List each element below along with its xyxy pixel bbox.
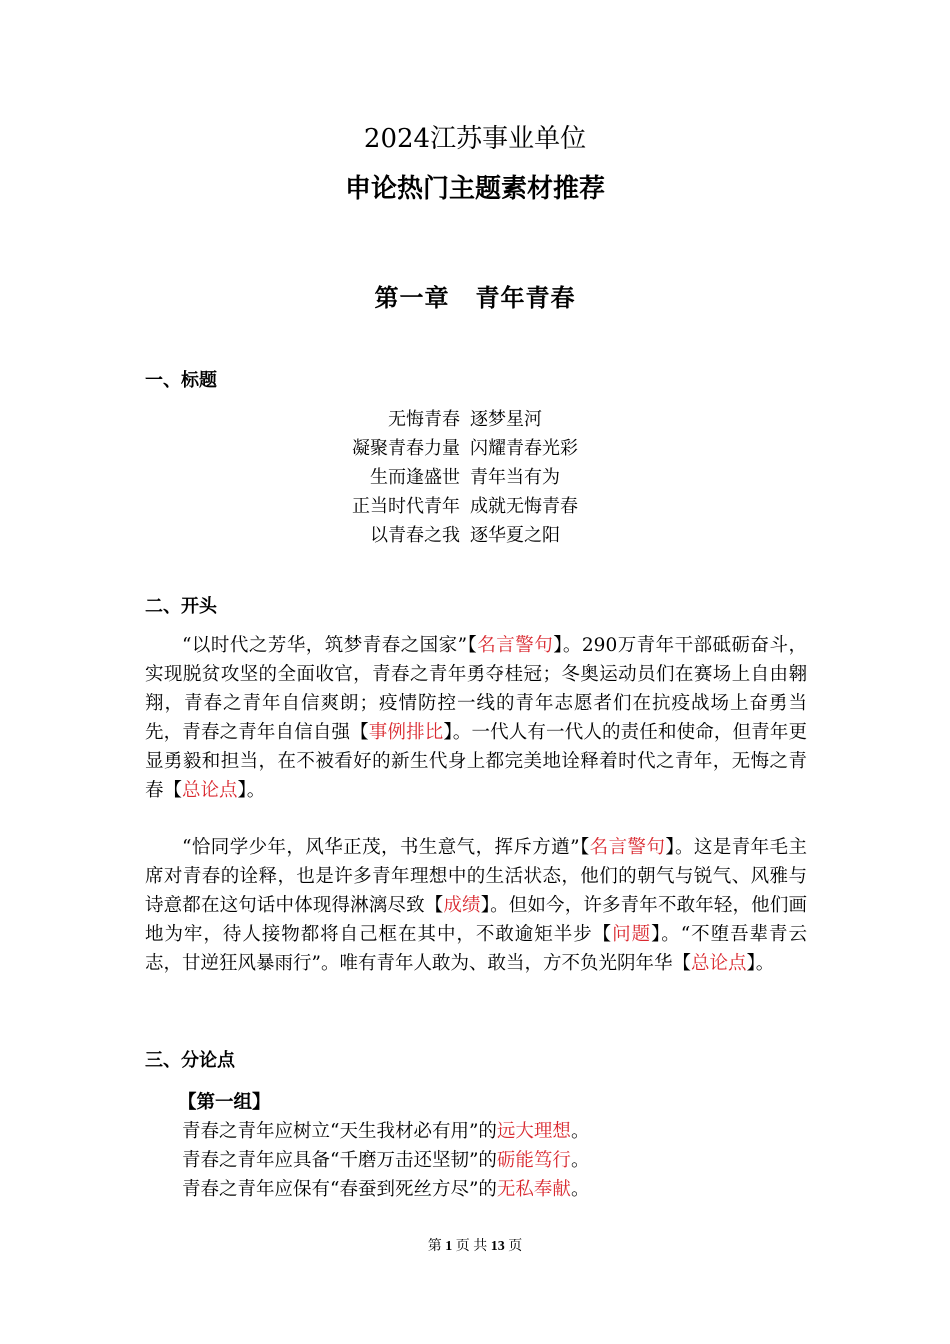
- section-heading-sub-arguments: 三、分论点: [145, 1050, 235, 1071]
- argument-highlight: 无私奉献: [496, 1179, 571, 1200]
- annotation-tag: 成绩: [443, 895, 481, 916]
- paragraph-text: 】。: [237, 780, 266, 801]
- page-number: 1: [445, 1239, 453, 1254]
- footer-middle: 页 共: [455, 1239, 488, 1254]
- paragraph-text: “恰同学少年，风华正茂，书生意气，挥斥方遒”【: [182, 837, 590, 858]
- paragraph-text: 】。290万青年干部砥砺奋斗，实现脱贫攻坚的全面收官，青春之青年勇夺桂冠；冬奥运动员们在赛场上自由翱翔，青春之青年自信爽朗；疫情防控一线的青年志愿者们在抗疫战场上奋勇当先，青春之青年自信自强【: [145, 635, 807, 743]
- document-title-line1: 2024江苏事业单位: [363, 124, 587, 154]
- argument-highlight: 砺能笃行: [496, 1150, 571, 1171]
- annotation-tag: 名言警句: [589, 837, 666, 858]
- paragraph-text: “以时代之芳华，筑梦青春之国家”【: [182, 635, 478, 656]
- title-item: [0, 434, 950, 463]
- paragraph-text: 】。这是青年毛主席对青春的诠释，也是许多青年理想中的生活状态，他们的朝气与锐气、风雅与诗意都在这句话中体现得淋漓尽致【: [145, 837, 807, 916]
- argument-end: 。: [570, 1179, 590, 1200]
- chapter-number: 第一章: [374, 283, 450, 312]
- argument-text: 青春之青年应保有“春蚕到死丝方尽”的: [182, 1179, 497, 1200]
- title-left: 生而逢盛世: [370, 467, 460, 488]
- annotation-tag: 名言警句: [477, 635, 554, 656]
- annotation-tag: 总论点: [690, 953, 747, 974]
- annotation-tag: 事例排比: [368, 722, 444, 743]
- section-heading-opening: 二、开头: [145, 596, 217, 617]
- argument-end: 。: [570, 1121, 590, 1142]
- list-item: [182, 1175, 822, 1204]
- title-right: 成就无悔青春: [470, 496, 578, 517]
- paragraph-text: 】。: [746, 953, 775, 974]
- list-item: [182, 1117, 822, 1146]
- title-left: 凝聚青春力量: [352, 438, 460, 459]
- argument-text: 青春之青年应具备“千磨万击还坚韧”的: [182, 1150, 497, 1171]
- page-footer: [0, 1237, 950, 1257]
- group-label: 【第一组】: [178, 1092, 271, 1113]
- argument-group: [178, 1088, 822, 1204]
- opening-paragraph-2: [145, 833, 807, 978]
- argument-end: 。: [570, 1150, 590, 1171]
- annotation-tag: 问题: [612, 924, 652, 945]
- annotation-tag: 总论点: [182, 780, 238, 801]
- chapter-name: 青年青春: [475, 283, 576, 312]
- title-left: 正当时代青年: [352, 496, 460, 517]
- title-right: 逐华夏之阳: [470, 525, 560, 546]
- opening-paragraph-1: [145, 631, 807, 805]
- title-left: 以青春之我: [370, 525, 460, 546]
- footer-suffix: 页: [508, 1239, 523, 1254]
- argument-text: 青春之青年应树立“天生我材必有用”的: [182, 1121, 497, 1142]
- title-item: [0, 492, 950, 521]
- section-heading-titles: 一、标题: [145, 370, 217, 391]
- list-item: [182, 1146, 822, 1175]
- chapter-heading: [0, 282, 950, 314]
- title-item: [0, 521, 950, 550]
- title-item: [0, 463, 950, 492]
- paragraph-text: 】。“不堕吾辈青云志，甘逆狂风暴雨行”。唯有青年人敢为、敢当，方不负光阴年华【: [145, 924, 807, 974]
- document-title-line2: 申论热门主题素材推荐: [344, 174, 605, 204]
- argument-highlight: 远大理想: [496, 1121, 571, 1142]
- footer-prefix: 第: [427, 1239, 442, 1254]
- title-left: 无悔青春: [388, 409, 460, 430]
- title-right: 青年当有为: [470, 467, 560, 488]
- title-list: [0, 405, 950, 550]
- title-right: 闪耀青春光彩: [470, 438, 578, 459]
- paragraph-text: 】。但如今，许多青年不敢年轻，他们画地为牢，待人接物都将自己框在其中，不敢逾矩半步【: [145, 895, 807, 945]
- title-right: 逐梦星河: [470, 409, 542, 430]
- title-item: [0, 405, 950, 434]
- paragraph-text: 】。一代人有一代人的责任和使命，但青年更显勇毅和担当，在不被看好的新生代身上都完美地诠释着时代之青年，无悔之青春【: [145, 722, 807, 801]
- total-pages: 13: [490, 1239, 505, 1254]
